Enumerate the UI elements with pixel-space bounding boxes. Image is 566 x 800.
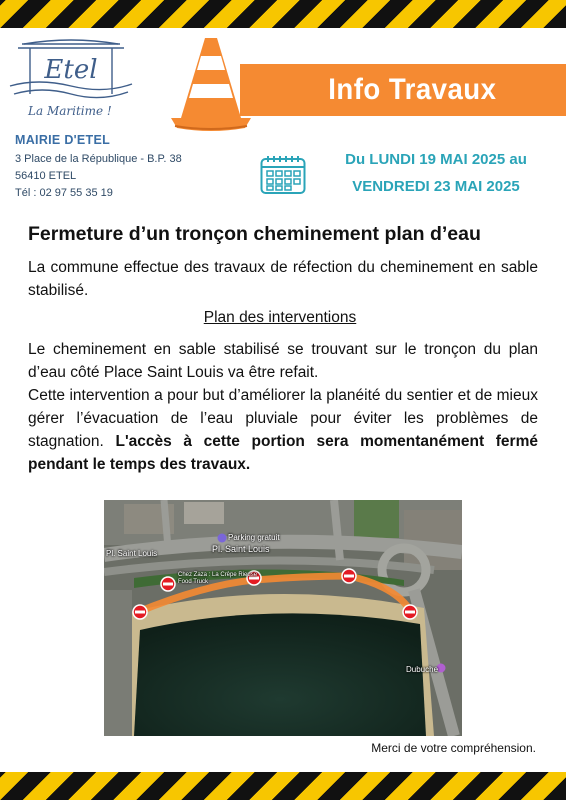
info-travaux-banner xyxy=(240,64,566,116)
no-entry-icon xyxy=(403,605,417,619)
date-start: Du LUNDI 19 MAI 2025 au xyxy=(345,151,527,168)
notice-paragraph-1: Le cheminement en sable stabilisé se trouvant sur le tronçon du plan d’eau côté Place Saint Louis va être refait. xyxy=(28,341,538,381)
address-line-2: 56410 ETEL xyxy=(15,170,77,182)
logo-wordmark: Etel xyxy=(44,55,98,85)
plan-subheading xyxy=(0,309,560,327)
plan-subheading-text: Plan des interventions xyxy=(203,309,357,326)
date-end: VENDREDI 23 MAI 2025 xyxy=(352,178,520,195)
no-entry-icon xyxy=(133,605,147,619)
notice-closure-warning: L'accès à cette portion sera momentanément fermé pendant le temps des travaux. xyxy=(28,433,538,473)
phone-number: Tél : 02 97 55 35 19 xyxy=(15,187,113,199)
calendar-icon xyxy=(260,155,306,195)
hazard-stripe-bottom xyxy=(0,772,566,800)
map-label-street-left: Pl. Saint Louis xyxy=(106,549,158,558)
mairie-name: MAIRIE D'ETEL xyxy=(15,133,111,147)
hazard-stripe-top xyxy=(0,0,566,28)
no-entry-icon xyxy=(161,577,175,591)
notice-heading: Fermeture d’un tronçon cheminement plan d’eau xyxy=(28,223,481,245)
map-label-restaurant: Chez Zaza : La Crêpe Rieuse - Food Truck xyxy=(178,572,261,585)
thanks-note: Merci de votre compréhension. xyxy=(371,741,536,755)
map-label-parking: Parking gratuit xyxy=(228,533,280,542)
map-label-street-center: Pl. Saint Louis xyxy=(212,544,270,554)
map-image xyxy=(104,500,462,736)
notice-paragraph-2: Cette intervention a pour but d’améliorer la planéité du sentier et de mieux gérer l’évacuation de l’eau pluviale pour éviter les problèmes de stagnation. xyxy=(28,387,538,450)
intervention-map xyxy=(104,500,462,736)
address-line-1: 3 Place de la République - B.P. 38 xyxy=(15,153,182,165)
notice-intro: La commune effectue des travaux de réfection du cheminement en sable stabilisé. xyxy=(28,259,538,299)
traffic-cone-icon xyxy=(171,36,251,134)
parking-marker-icon xyxy=(218,534,227,543)
no-entry-icon xyxy=(342,569,356,583)
notice-body xyxy=(28,338,538,476)
logo-tagline: La Maritime ! xyxy=(28,104,112,118)
map-label-poi: Dubuche xyxy=(406,665,439,674)
banner-title: Info Travaux xyxy=(327,73,497,106)
